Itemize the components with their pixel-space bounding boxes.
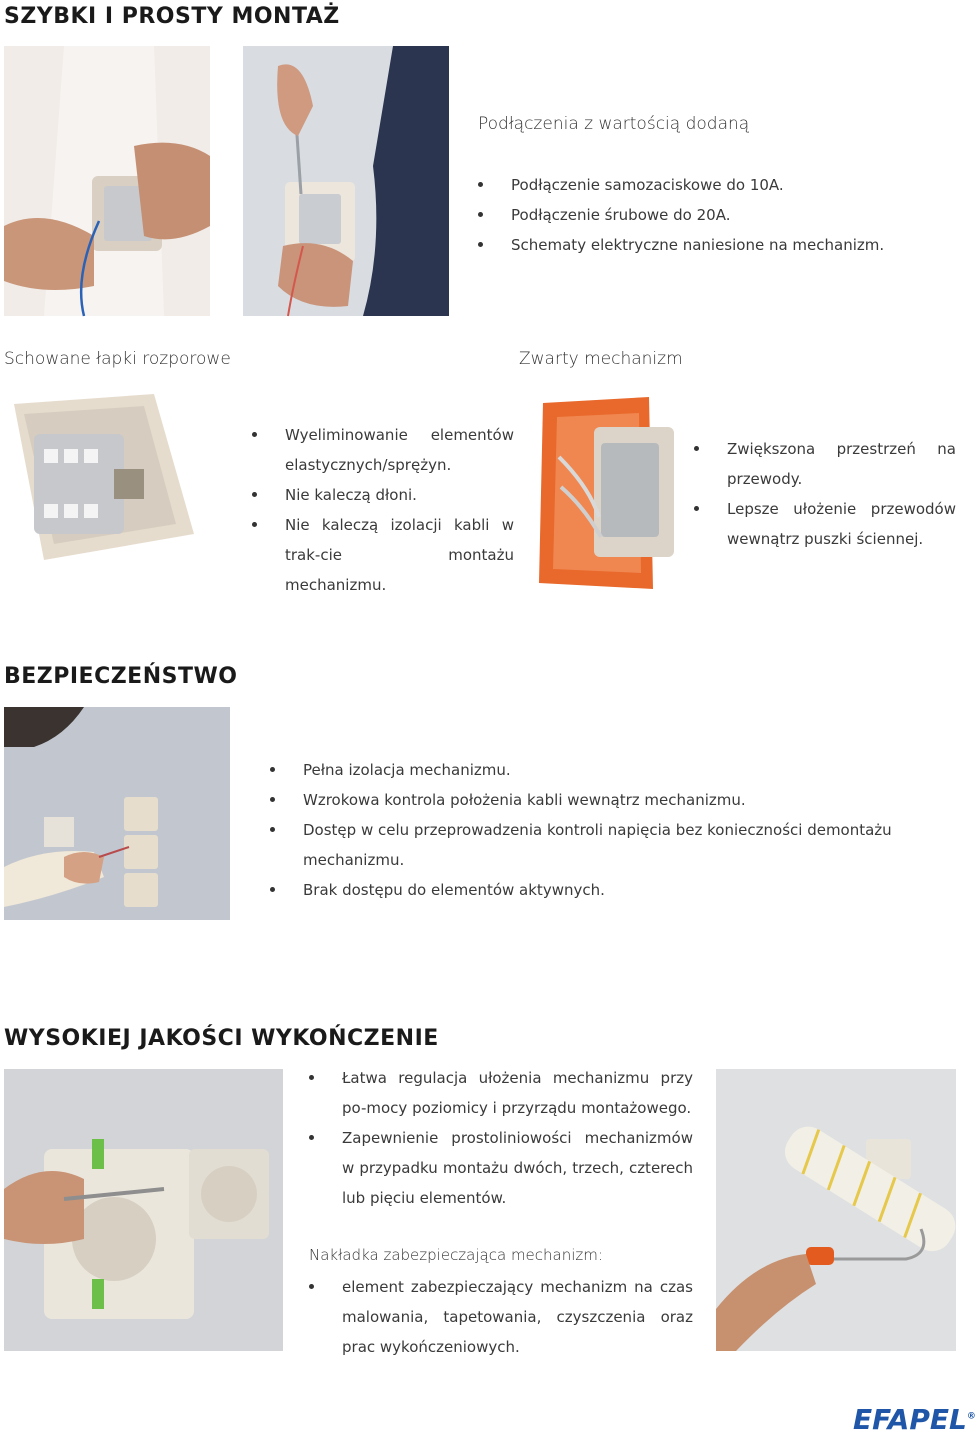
list-item: Pełna izolacja mechanizmu. [270, 755, 956, 785]
compact-mechanism-title: Zwarty mechanizm [519, 349, 683, 369]
safety-list [270, 755, 956, 905]
list-item: Podłączenie samozaciskowe do 10A. [478, 170, 948, 200]
list-item: Wzrokowa kontrola położenia kabli wewnątrz mechanizmu. [270, 785, 956, 815]
list-item: Podłączenie śrubowe do 20A. [478, 200, 948, 230]
list-item: Nie kaleczą dłoni. [252, 480, 514, 510]
section-title-safety: BEZPIECZEŃSTWO [4, 664, 238, 689]
cover-title: Nakładka zabezpieczająca mechanizm: [309, 1246, 603, 1264]
hidden-claws-title: Schowane łapki rozporowe [4, 349, 231, 369]
photo-paint-roller [716, 1069, 956, 1351]
list-item: Lepsze ułożenie przewodów wewnątrz puszki ściennej. [694, 494, 956, 554]
list-item: Brak dostępu do elementów aktywnych. [270, 875, 956, 905]
photo-screwdriver-switch [243, 46, 449, 316]
photo-hands-wiring-switch [4, 46, 210, 316]
list-item: Schematy elektryczne naniesione na mechanizm. [478, 230, 948, 260]
list-item: element zabezpieczający mechanizm na czas malowania, tapetowania, czyszczenia oraz prac wykończeniowych. [309, 1272, 693, 1362]
photo-voltage-test [4, 707, 230, 920]
hidden-claws-list [252, 420, 514, 600]
list-item: Zwiększona przestrzeń na przewody. [694, 434, 956, 494]
photo-level-adjustment [4, 1069, 283, 1351]
efapel-logo: EFAPEL® [853, 1403, 976, 1436]
list-item: Nie kaleczą izolacji kabli w trak-cie montażu mechanizmu. [252, 510, 514, 600]
compact-mechanism-list [694, 434, 956, 554]
list-item: Dostęp w celu przeprowadzenia kontroli napięcia bez konieczności demontażu mechanizmu. [270, 815, 956, 875]
list-item: Łatwa regulacja ułożenia mechanizmu przy po-mocy poziomicy i przyrządu montażowego. [309, 1063, 693, 1123]
section-title-finish: WYSOKIEJ JAKOŚCI WYKOŃCZENIE [4, 1026, 439, 1051]
photo-compact-mechanism-box [539, 397, 677, 589]
photo-mechanism-claws [4, 394, 198, 560]
list-item: Zapewnienie prostoliniowości mechanizmów w przypadku montażu dwóch, trzech, czterech lub pięciu elementów. [309, 1123, 693, 1213]
value-added-title: Podłączenia z wartością dodaną [478, 114, 750, 134]
cover-list [309, 1272, 693, 1362]
finish-list [309, 1063, 693, 1213]
value-added-list [478, 170, 948, 260]
section-title-install: SZYBKI I PROSTY MONTAŻ [4, 4, 340, 29]
list-item: Wyeliminowanie elementów elastycznych/sprężyn. [252, 420, 514, 480]
